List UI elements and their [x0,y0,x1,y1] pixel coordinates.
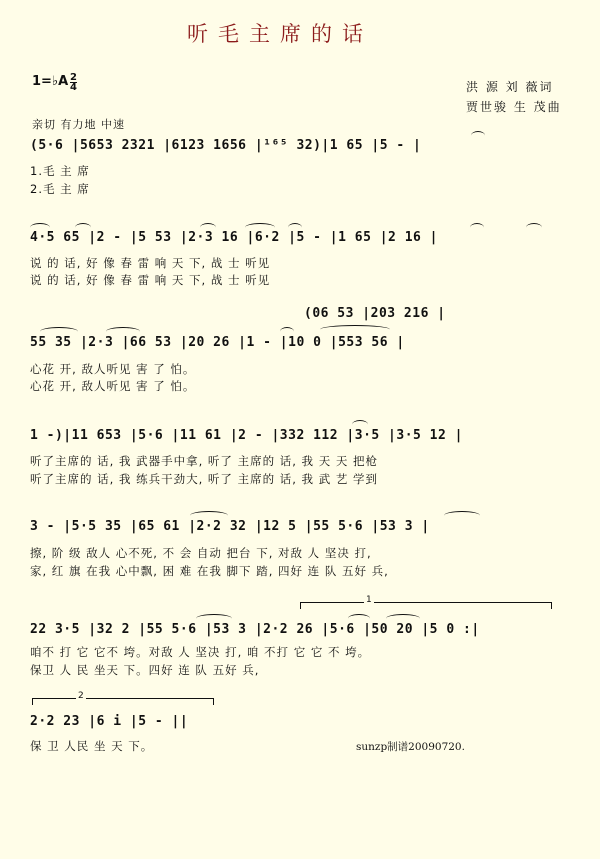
notation-row-3-upper: (06 53 |203 216 | [304,306,446,321]
song-title: 听毛主席的话 [187,22,373,46]
slur [30,223,50,232]
slur [280,327,294,336]
lyricist-credit: 洪 源 刘 薇词 [466,80,554,94]
time-signature-bottom: 4 [70,82,77,93]
notation-row-1: (5·6 |5653 2321 |6123 1656 |¹⁶⁵ 32)|1 65 |5 - | [30,138,422,153]
lyric-line-3-verse-1: 心花 开, 敌人听见 害 了 怕。 [30,362,196,376]
slur [196,614,232,623]
time-signature-top: 2 [70,72,77,83]
lyric-line-6-verse-1: 咱不 打 它 它不 垮。对敌 人 坚决 打, 咱 不打 它 它 不 垮。 [30,645,371,659]
slur [40,327,78,336]
lyric-line-5-verse-1: 擦, 阶 级 敌人 心不死, 不 会 自动 把台 下, 对敌 人 坚决 打, [30,546,372,560]
slur [245,223,275,232]
transcriber-credit: sunzp制谱20090720. [356,741,465,753]
slur [106,327,140,336]
slur [470,223,484,232]
volta-number-1: 1 [366,595,372,605]
slur [200,223,216,232]
slur [444,511,480,520]
time-signature [70,73,77,92]
lyric-line-4-verse-1: 听了主席的 话, 我 武器手中拿, 听了 主席的 话, 我 天 天 把枪 [30,454,379,468]
slur [352,420,368,429]
slur [190,511,228,520]
lyric-line-4-verse-2: 听了主席的 话, 我 练兵干劲大, 听了 主席的 话, 我 武 艺 学到 [30,472,379,486]
notation-row-6: 22 3·5 |32 2 |55 5·6 |53 3 |2·2 26 |5·6 |50 20 |5 0 :| [30,622,480,637]
slur [348,614,370,623]
slur [75,223,91,232]
volta-bracket-2 [32,698,214,705]
notation-row-2: 4·5 65 |2 - |5 53 |2·3 16 |6·2 |5 - |1 65 |2 16 | [30,230,439,245]
lyric-line-6-verse-2: 保卫 人 民 坐天 下。四好 连 队 五好 兵, [30,663,260,677]
notation-row-3: 55 35 |2·3 |66 53 |20 26 |1 - |10 0 |553 56 | [30,335,405,350]
slur [288,223,302,232]
notation-row-5: 3 - |5·5 35 |65 61 |2·2 32 |12 5 |55 5·6 |53 3 | [30,519,430,534]
volta-number-2: 2 [78,691,84,701]
tempo-marking: 亲切 有力地 中速 [32,118,125,131]
slur [386,614,420,623]
slur [320,325,390,334]
notation-row-4: 1 -)|11 653 |5·6 |11 61 |2 - |332 112 |3·5 |3·5 12 | [30,428,463,443]
volta-bracket-1 [300,602,552,609]
lyric-line-1-verse-1: 1.毛 主 席 [30,164,90,178]
composer-credit: 贾世骏 生 茂曲 [466,100,562,114]
slur [471,131,485,140]
lyric-line-3-verse-2: 心花 开, 敌人听见 害 了 怕。 [30,379,196,393]
slur [526,223,542,232]
lyric-line-2-verse-2: 说 的 话, 好 像 春 雷 响 天 下, 战 士 听见 [30,273,271,287]
key-signature: 1=♭A [32,74,69,89]
lyric-line-7-verse-1: 保 卫 人民 坐 天 下。 [30,739,154,753]
lyric-line-2-verse-1: 说 的 话, 好 像 春 雷 响 天 下, 战 士 听见 [30,256,271,270]
lyric-line-5-verse-2: 家, 红 旗 在我 心中飘, 困 难 在我 脚下 踏, 四好 连 队 五好 兵, [30,564,389,578]
lyric-line-1-verse-2: 2.毛 主 席 [30,182,90,196]
notation-row-7: 2·2 23 |6 i |5 - || [30,714,189,729]
